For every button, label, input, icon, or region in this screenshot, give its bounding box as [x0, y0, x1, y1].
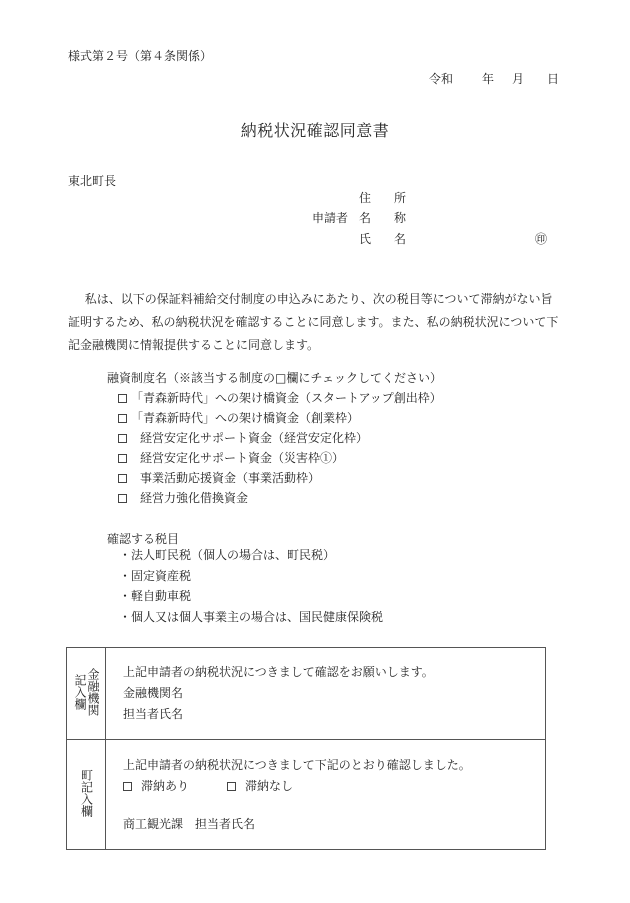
- checkbox-icon[interactable]: [118, 414, 127, 423]
- scheme-list: [118, 388, 442, 508]
- confirmation-table: [66, 647, 546, 850]
- bank-entry-row: [67, 648, 546, 740]
- scheme-item[interactable]: [118, 408, 442, 428]
- tax-item: ・ 法人町民税（個人の場合は、町民税）: [119, 545, 383, 566]
- option-label: 滞納あり: [141, 778, 190, 793]
- scheme-label: 経営安定化サポート資金（災害枠①）: [140, 451, 345, 465]
- bank-entry-label: [73, 668, 99, 716]
- spacer: [123, 797, 545, 814]
- town-confirm-text: 上記申請者の納税状況につきまして下記のとおり確認しました。: [123, 757, 471, 772]
- scheme-label: 経営安定化サポート資金（経営安定化枠）: [140, 431, 369, 445]
- tax-heading: 確認する税目: [107, 532, 180, 546]
- company-name-label-b: 称: [394, 211, 407, 225]
- address-label-b: 所: [394, 191, 407, 205]
- bank-staff-name-field[interactable]: 担当者氏名: [123, 707, 184, 721]
- seal-mark-icon: ㊞: [535, 232, 548, 246]
- scheme-item[interactable]: [118, 428, 442, 448]
- consent-statement: 私は、以下の保証料補給交付制度の申込みにあたり、次の税目等について滞納がない旨証明するため、私の納税状況を確認することに同意します。また、私の納税状況について下記金融機関に情報提供することに同意します。: [68, 292, 559, 352]
- town-entry-label-cell: [67, 740, 106, 850]
- scheme-item[interactable]: [118, 388, 442, 408]
- checkbox-icon[interactable]: [118, 454, 127, 463]
- date-year-label: 年: [482, 72, 495, 86]
- date-month-label: 月: [512, 72, 525, 86]
- document-title: 納税状況確認同意書: [240, 121, 390, 140]
- arrears-status-options: [123, 776, 545, 797]
- tax-item: ・ 軽自動車税: [119, 586, 383, 607]
- applicant-label: 申請者: [312, 211, 349, 225]
- date-era: 令和: [429, 72, 454, 86]
- scheme-label: 「青森新時代」への架け橋資金（創業枠）: [131, 411, 360, 425]
- scheme-item[interactable]: [118, 448, 442, 468]
- option-label: 滞納なし: [245, 778, 294, 793]
- scheme-item[interactable]: [118, 468, 442, 488]
- bank-name-field[interactable]: 金融機関名: [123, 686, 184, 700]
- date-day-label: 日: [547, 72, 560, 86]
- bank-label-line1: 金融機関: [86, 668, 100, 716]
- company-name-label-a: 名: [359, 211, 372, 225]
- person-name-label-a: 氏: [359, 232, 372, 246]
- scheme-label: 「青森新時代」への架け橋資金（スタートアップ創出枠）: [131, 391, 442, 405]
- person-name-label-b: 名: [394, 232, 407, 246]
- bank-entry-content: [106, 648, 546, 740]
- scheme-label: 経営力強化借換資金: [140, 491, 249, 505]
- scheme-item[interactable]: [118, 488, 442, 508]
- form-number: 様式第２号（第４条関係）: [68, 49, 213, 63]
- checkbox-icon[interactable]: [118, 494, 127, 503]
- scheme-label: 事業活動応援資金（事業活動枠）: [140, 471, 321, 485]
- tax-item: ・ 個人又は個人事業主の場合は、国民健康保険税: [119, 607, 383, 628]
- bank-label-line2: 記入欄: [73, 674, 87, 710]
- checkbox-icon[interactable]: [123, 782, 132, 791]
- town-entry-content: [106, 740, 546, 850]
- bank-request-text: 上記申請者の納税状況につきまして確認をお願いします。: [123, 665, 434, 679]
- scheme-heading: 融資制度名（※該当する制度の□欄にチェックしてください）: [107, 371, 442, 385]
- bank-entry-label-cell: [67, 648, 106, 740]
- checkbox-icon[interactable]: [118, 434, 127, 443]
- arrears-no-option[interactable]: [227, 776, 293, 797]
- addressee: 東北町長: [68, 174, 117, 188]
- arrears-yes-option[interactable]: [123, 776, 189, 797]
- town-entry-label: 町記入欄: [79, 769, 94, 817]
- address-label-a: 住: [359, 191, 372, 205]
- town-entry-row: [67, 740, 546, 850]
- checkbox-icon[interactable]: [118, 474, 127, 483]
- tax-item: ・ 固定資産税: [119, 566, 383, 587]
- checkbox-icon[interactable]: [118, 394, 127, 403]
- tax-list: [119, 545, 383, 627]
- checkbox-icon[interactable]: [227, 782, 236, 791]
- applicant-block: [0, 189, 630, 259]
- department-staff-field[interactable]: 商工観光課 担当者氏名: [123, 816, 256, 831]
